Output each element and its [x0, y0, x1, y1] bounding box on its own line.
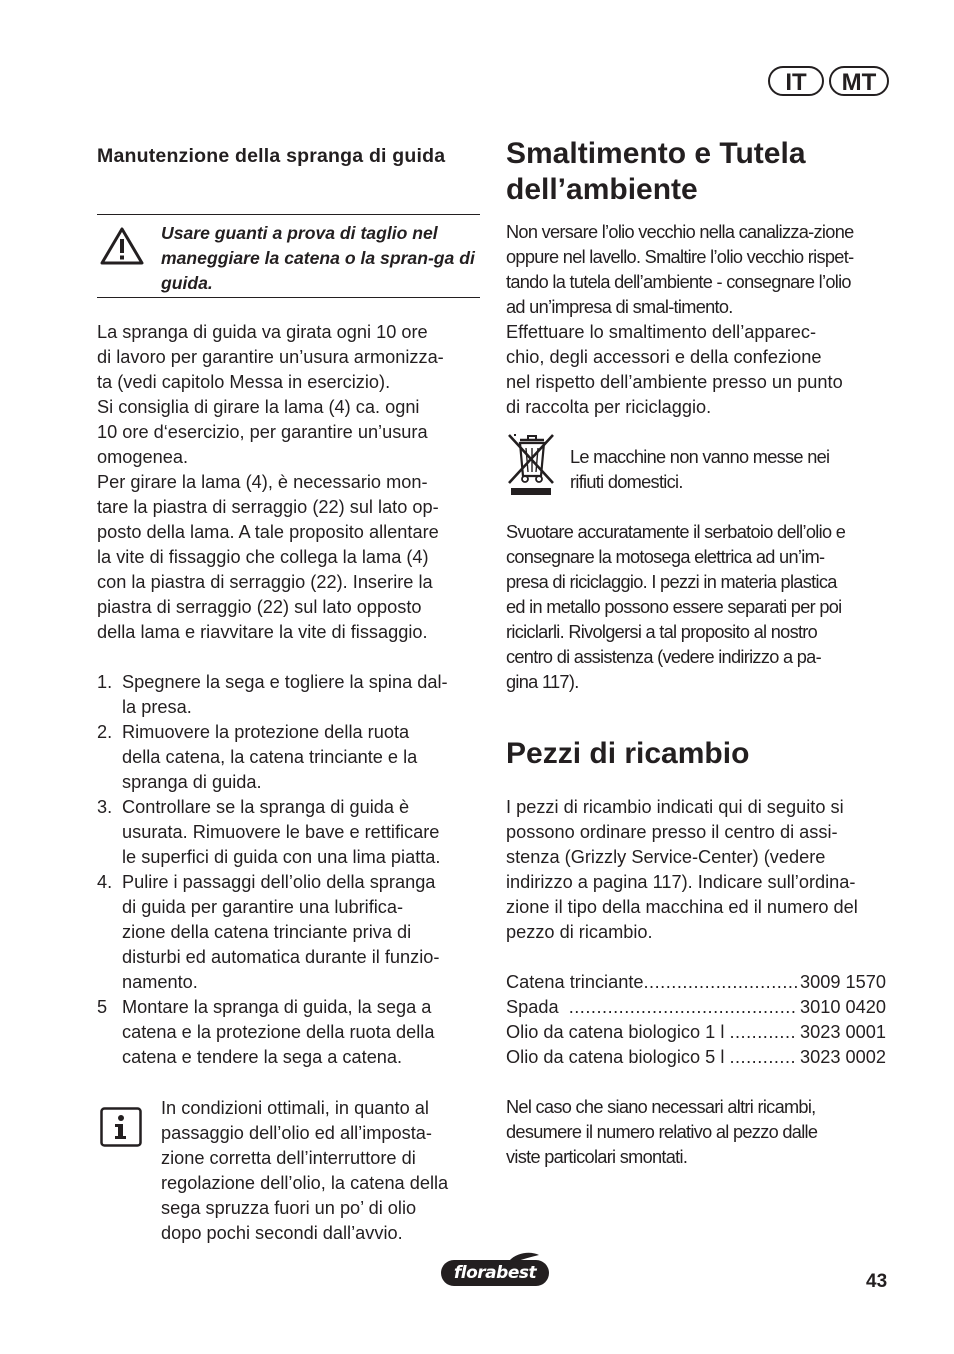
- text-line: zione il tipo della macchina ed il numero del: [506, 897, 858, 917]
- text-line: possono ordinare presso il centro di assi-: [506, 822, 838, 842]
- text-line: ed in metallo possono essere separati per poi: [506, 597, 842, 617]
- text-line: dopo pochi secondi dall’avvio.: [161, 1223, 403, 1243]
- text-line: Rimuovere la protezione della ruota: [122, 722, 410, 742]
- spare-part-name: Olio da catena biologico 5 l: [506, 1047, 730, 1067]
- text-line: In condizioni ottimali, in quanto al: [161, 1098, 429, 1118]
- list-item: [97, 870, 480, 995]
- spare-parts-list: [506, 970, 886, 1070]
- text-line: stenza (Grizzly Service-Center) (vedere: [506, 847, 826, 867]
- language-badge-it: IT: [768, 66, 824, 96]
- paragraph-guide-bar-rotation: [97, 320, 480, 645]
- paragraph-recycling: [506, 520, 891, 695]
- section-heading-disposal: [506, 136, 891, 208]
- text-line: presa di riciclaggio. I pezzi in materia plastica: [506, 572, 837, 592]
- text-line: 10 ore d‘esercizio, per garantire un’usura: [97, 422, 428, 442]
- text-line: spranga di guida.: [122, 772, 262, 792]
- paragraph-other-parts: [506, 1095, 891, 1170]
- text-line: ad un’impresa di smal-timento.: [506, 297, 733, 317]
- leader-dots: [729, 1045, 797, 1070]
- text-line: Montare la spranga di guida, la sega a: [122, 997, 432, 1017]
- text-line: gina 117).: [506, 672, 579, 692]
- text-line: chio, degli accessori e della confezione: [506, 347, 822, 367]
- text-line: di raccolta per riciclaggio.: [506, 397, 712, 417]
- text-line: catena e la protezione della ruota della: [122, 1022, 435, 1042]
- text-line: disturbi ed automatica durante il funzio-: [122, 947, 440, 967]
- text-line: Pulire i passaggi dell’olio della spranga: [122, 872, 436, 892]
- section-heading-spare-parts: Pezzi di ricambio: [506, 737, 750, 770]
- text-line: regolazione dell’olio, la catena della: [161, 1173, 449, 1193]
- text-line: le superfici di guida con una lima piatta.: [122, 847, 441, 867]
- spare-part-code: 3023 0002: [800, 1047, 886, 1067]
- text-line: Nel caso che siano necessari altri ricambi,: [506, 1097, 816, 1117]
- maintenance-steps-list: [97, 670, 480, 1070]
- list-item-number: 4.: [97, 872, 113, 892]
- text-line: di guida per garantire una lubrifica-: [122, 897, 404, 917]
- spare-part-name: Olio da catena biologico 1 l: [506, 1022, 730, 1042]
- list-item-number: 1.: [97, 672, 113, 692]
- text-line: catena e tendere la sega a catena.: [122, 1047, 403, 1067]
- section-heading-guide-bar-maintenance: Manutenzione della spranga di guida: [97, 145, 446, 167]
- text-line: Si consiglia di girare la lama (4) ca. ogni: [97, 397, 420, 417]
- spare-part-code: 3023 0001: [800, 1022, 886, 1042]
- text-line: Le macchine non vanno messe nei: [570, 447, 830, 467]
- text-line: indirizzo a pagina 117). Indicare sull’ordina-: [506, 872, 856, 892]
- logo-text: florabest: [453, 1263, 537, 1283]
- text-line: pezzo di ricambio.: [506, 922, 653, 942]
- paragraph-oil-disposal: [506, 220, 891, 420]
- page-number: 43: [866, 1271, 888, 1292]
- text-line: zione della catena trinciante priva di: [122, 922, 412, 942]
- text-line: Controllare se la spranga di guida è: [122, 797, 410, 817]
- text-line: riciclarli. Rivolgersi a tal proposito al nostro: [506, 622, 818, 642]
- text-line: posto della lama. A tale proposito allentare: [97, 522, 439, 542]
- spare-part-code: 3010 0420: [800, 997, 886, 1017]
- text-line: omogenea.: [97, 447, 189, 467]
- text-line: la presa.: [122, 697, 192, 717]
- heading-line: Smaltimento e Tutela: [506, 137, 806, 170]
- text-line: viste particolari smontati.: [506, 1147, 688, 1167]
- text-line: Spegnere la sega e togliere la spina dal-: [122, 672, 448, 692]
- spare-part-code: 3009 1570: [800, 972, 886, 992]
- text-line: desumere il numero relativo al pezzo dalle: [506, 1122, 818, 1142]
- spare-part-row: [506, 1020, 886, 1045]
- language-badge-mt: MT: [829, 66, 889, 96]
- spare-part-row: [506, 1045, 886, 1070]
- text-line: Non versare l’olio vecchio nella canalizza-zione: [506, 222, 854, 242]
- text-line: namento.: [122, 972, 198, 992]
- weee-note: [570, 445, 890, 495]
- leader-dots: [729, 1020, 797, 1045]
- warning-triangle-icon: [99, 226, 145, 266]
- text-line: di lavoro per garantire un’usura armonizza-: [97, 347, 444, 367]
- text-line: tando la tutela dell’ambiente - consegnare l’olio: [506, 272, 851, 292]
- text-line: centro di assistenza (vedere indirizzo a pa-: [506, 647, 821, 667]
- text-line: zione corretta dell’interruttore di: [161, 1148, 416, 1168]
- spare-part-name: Spada: [506, 997, 569, 1017]
- text-line: sega spruzza fuori un po’ di olio: [161, 1198, 417, 1218]
- text-line: della catena, la catena trinciante e la: [122, 747, 418, 767]
- list-item: [97, 795, 480, 870]
- text-line: passaggio dell’olio ed all’imposta-: [161, 1123, 432, 1143]
- text-line: nel rispetto dell’ambiente presso un punto: [506, 372, 843, 392]
- info-icon: [100, 1107, 142, 1147]
- text-line: rifiuti domestici.: [570, 472, 683, 492]
- text-line: Effettuare lo smaltimento dell’apparec-: [506, 322, 817, 342]
- text-line: ta (vedi capitolo Messa in esercizio).: [97, 372, 391, 392]
- text-line: Svuotare accuratamente il serbatoio dell’olio e: [506, 522, 846, 542]
- text-line: tare la piastra di serraggio (22) sul lato op-: [97, 497, 439, 517]
- list-item: [97, 995, 480, 1070]
- text-line: la vite di fissaggio che collega la lama (4): [97, 547, 429, 567]
- text-line: La spranga di guida va girata ogni 10 ore: [97, 322, 428, 342]
- heading-line: dell’ambiente: [506, 173, 698, 206]
- spare-part-row: [506, 995, 886, 1020]
- crossed-out-wheelie-bin-icon: [506, 432, 556, 498]
- warning-text: Usare guanti a prova di taglio nel maneggiare la catena o la spran-ga di guida.: [161, 223, 475, 293]
- text-line: della lama e riavvitare la vite di fissaggio.: [97, 622, 428, 642]
- text-line: con la piastra di serraggio (22). Inserire la: [97, 572, 433, 592]
- info-note: [161, 1096, 481, 1246]
- text-line: oppure nel lavello. Smaltire l’olio vecchio rispet-: [506, 247, 854, 267]
- list-item-number: 5: [97, 997, 108, 1017]
- warning-box: [97, 214, 480, 298]
- spare-part-row: [506, 970, 886, 995]
- text-line: piastra di serraggio (22) sul lato opposto: [97, 597, 422, 617]
- text-line: Per girare la lama (4), è necessario mon-: [97, 472, 428, 492]
- paragraph-spare-parts: [506, 795, 891, 945]
- text-line: I pezzi di ricambio indicati qui di seguito si: [506, 797, 844, 817]
- list-item: [97, 720, 480, 795]
- list-item-number: 2.: [97, 722, 113, 742]
- text-line: usurata. Rimuovere le bave e rettificare: [122, 822, 440, 842]
- list-item: [97, 670, 480, 720]
- leader-dots: [644, 970, 798, 995]
- list-item-number: 3.: [97, 797, 113, 817]
- spare-part-name: Catena trinciante: [506, 972, 644, 992]
- florabest-logo: [439, 1252, 551, 1288]
- leader-dots: [569, 995, 797, 1020]
- text-line: consegnare la motosega elettrica ad un’im-: [506, 547, 825, 567]
